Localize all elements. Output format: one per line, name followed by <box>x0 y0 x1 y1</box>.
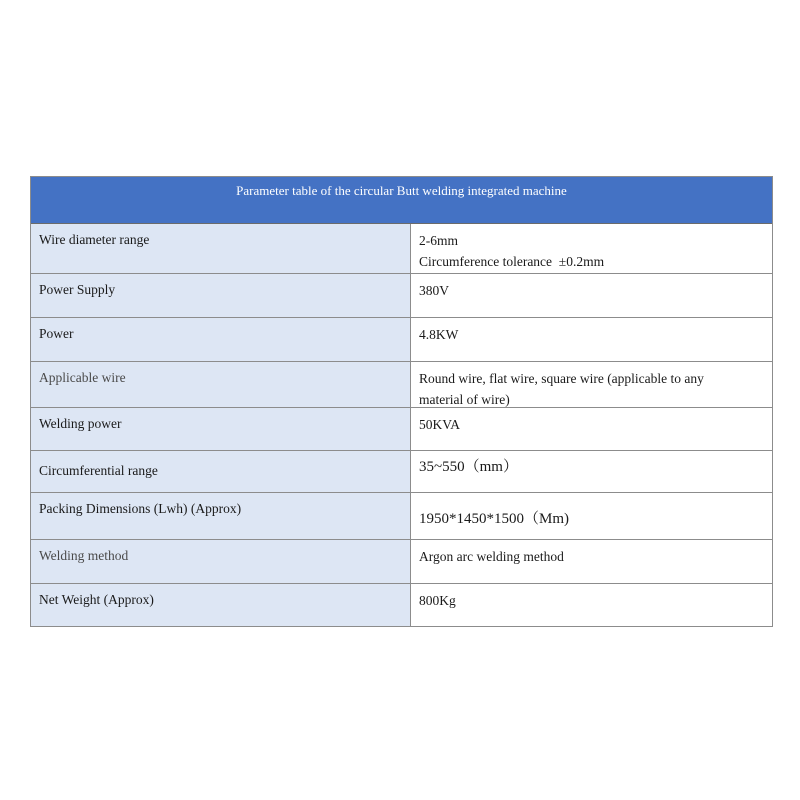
row-value-circumferential-range <box>411 451 772 492</box>
row-value-welding-method <box>411 540 772 583</box>
row-label-applicable-wire: Applicable wire <box>31 362 411 407</box>
row-label-power: Power <box>31 318 411 361</box>
parameter-table <box>30 176 773 627</box>
value-line: 380V <box>419 283 449 298</box>
value-line: 2-6mm <box>419 233 458 248</box>
row-value-welding-power <box>411 408 772 450</box>
row-label-packing-dimensions: Packing Dimensions (Lwh) (Approx) <box>31 493 411 539</box>
table-row <box>31 224 772 274</box>
value-line: Round wire, flat wire, square wire (applicable to any <box>419 371 704 386</box>
value-line: 1950*1450*1500（Mm) <box>419 511 570 527</box>
row-value-wire-diameter <box>411 224 772 273</box>
table-row <box>31 451 772 493</box>
row-label-welding-power: Welding power <box>31 408 411 450</box>
table-row <box>31 274 772 318</box>
row-label-circumferential-range: Circumferential range <box>31 451 411 492</box>
row-value-power-supply <box>411 274 772 317</box>
value-line: 50KVA <box>419 417 461 432</box>
value-line: 35~550（mm） <box>419 459 518 475</box>
table-row <box>31 408 772 451</box>
row-value-packing-dimensions <box>411 493 772 539</box>
table-title: Parameter table of the circular Butt welding integrated machine <box>31 177 772 224</box>
row-value-power <box>411 318 772 361</box>
value-line: Circumference tolerance ±0.2mm <box>419 254 605 269</box>
table-row <box>31 362 772 408</box>
table-row <box>31 584 772 626</box>
value-line: material of wire) <box>419 392 510 407</box>
value-line: 800Kg <box>419 593 456 608</box>
table-row <box>31 540 772 584</box>
row-label-power-supply: Power Supply <box>31 274 411 317</box>
value-line: Argon arc welding method <box>419 549 564 564</box>
row-value-applicable-wire <box>411 362 772 407</box>
value-line: 4.8KW <box>419 327 459 342</box>
row-value-net-weight <box>411 584 772 626</box>
table-row <box>31 493 772 540</box>
row-label-net-weight: Net Weight (Approx) <box>31 584 411 626</box>
row-label-welding-method: Welding method <box>31 540 411 583</box>
row-label-wire-diameter: Wire diameter range <box>31 224 411 273</box>
table-row <box>31 318 772 362</box>
